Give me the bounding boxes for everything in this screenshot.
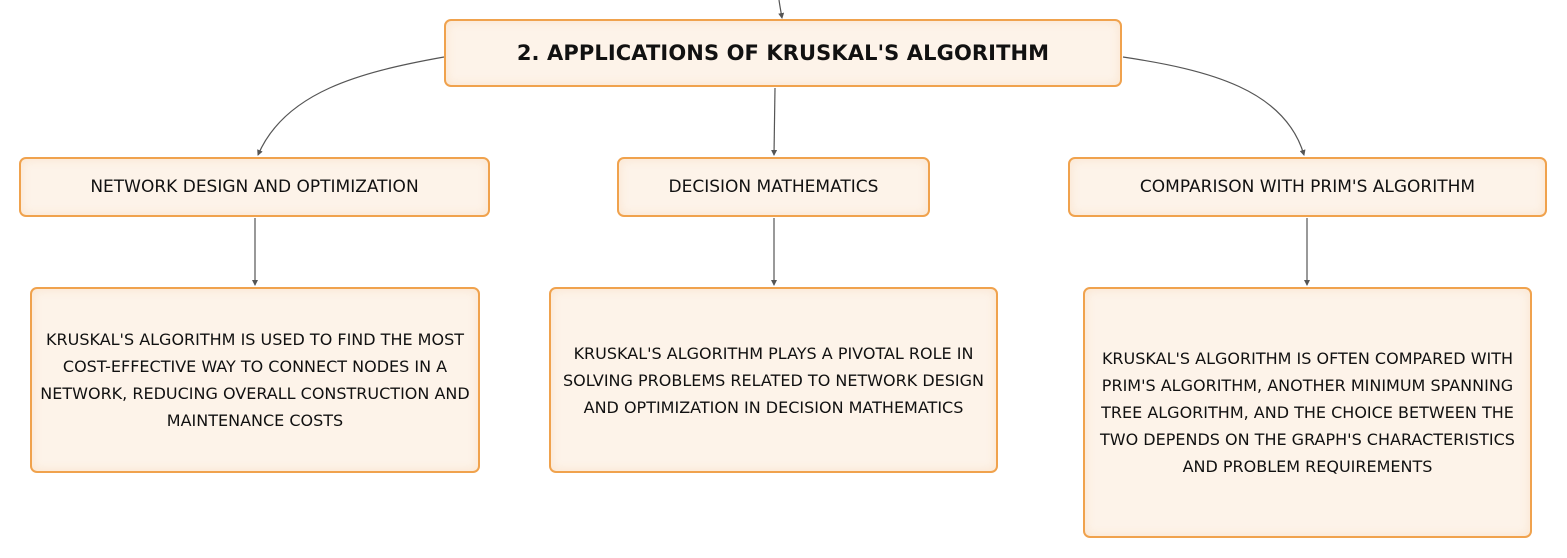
branch-node-label: COMPARISON WITH PRIM'S ALGORITHM [1139,177,1476,197]
branch-node-label: DECISION MATHEMATICS [668,177,879,197]
detail-node-network-design[interactable] [30,287,480,473]
branch-node-prims-comparison[interactable] [1068,157,1547,217]
detail-node-text: KRUSKAL'S ALGORITHM IS OFTEN COMPARED WITH PRIM'S ALGORITHM, ANOTHER MINIMUM SPANNING TREE ALGORITHM, AND THE CHOICE BETWEEN THE TWO DEPENDS ON THE GRAPH'S CHARACTERISTICS AND PROBLEM REQUIREMENTS [1100,349,1515,476]
branch-node-network-design[interactable] [19,157,490,217]
detail-node-prims-comparison[interactable] [1083,287,1532,538]
root-node-label: 2. APPLICATIONS OF KRUSKAL'S ALGORITHM [516,41,1050,65]
detail-node-text: KRUSKAL'S ALGORITHM PLAYS A PIVOTAL ROLE IN SOLVING PROBLEMS RELATED TO NETWORK DESIGN AND OPTIMIZATION IN DECISION MATHEMATICS [562,343,984,417]
root-node[interactable] [444,19,1122,87]
detail-node-decision-mathematics[interactable] [549,287,998,473]
connector-root-to-prims-comparison [1123,57,1304,155]
connector-root-to-decision-math [774,88,775,155]
branch-node-decision-mathematics[interactable] [617,157,930,217]
incoming-connector [779,0,782,18]
branch-node-label: NETWORK DESIGN AND OPTIMIZATION [90,177,419,197]
connector-root-to-network-design [258,57,444,155]
detail-node-text: KRUSKAL'S ALGORITHM IS USED TO FIND THE MOST COST-EFFECTIVE WAY TO CONNECT NODES IN A NETWORK, REDUCING OVERALL CONSTRUCTION AND MAINTENANCE COSTS [40,330,470,430]
